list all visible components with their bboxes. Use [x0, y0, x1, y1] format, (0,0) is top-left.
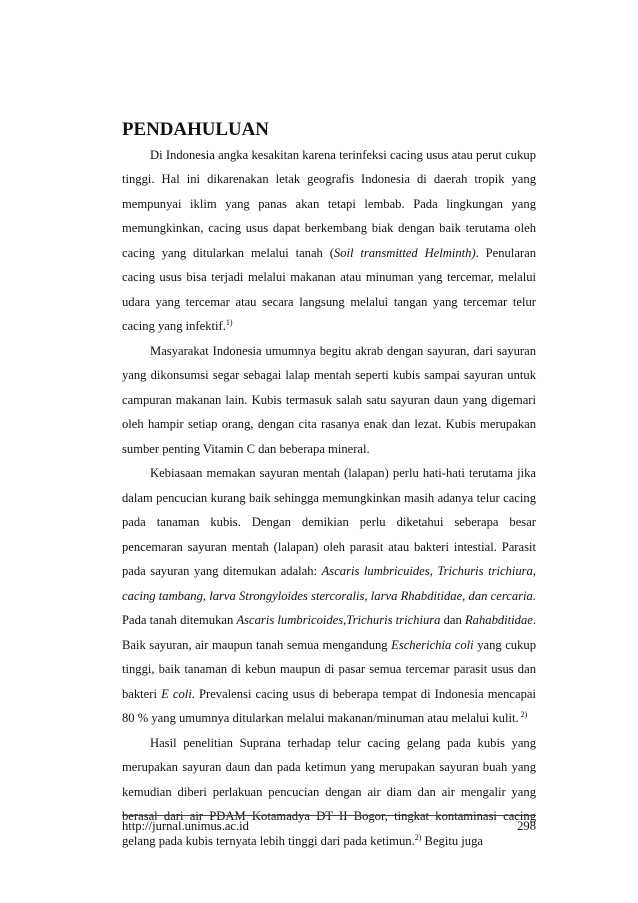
text-run: . Baik sayuran, air maupun tanah semua mengandung [122, 613, 536, 652]
text-run: . Prevalensi cacing usus di beberapa tempat di Indonesia mencapai 80 % yang umumnya ditularkan melalui makanan/minuman atau melalui kulit. [122, 686, 536, 725]
text-run: Di Indonesia angka kesakitan karena terinfeksi cacing usus atau perut cukup tinggi. Hal ini dikarenakan letak geografis Indonesia di daerah tropik yang mempunyai iklim yang panas akan tetapi lembab. Pada lingkungan yang memungkinkan, cacing usus dapat berkembang biak dengan baik terutama oleh cacing yang ditularkan melalui tanah ( [122, 147, 536, 260]
citation-superscript: 1) [225, 318, 233, 327]
text-run: dan [440, 613, 465, 627]
paragraph-4 [122, 731, 536, 854]
paragraph-1 [122, 143, 536, 339]
italic-text-run: Ascaris lumbricuides, Trichuris trichiura, cacing tambang, larva Strongyloides stercoralis, larva Rhabditidae, dan cercaria. [122, 564, 536, 603]
italic-text-run: Soil transmitted Helminth) [333, 245, 476, 260]
paragraph-3 [122, 461, 536, 731]
italic-text-run: Rahabditidae [464, 613, 533, 627]
italic-text-run: E coli [161, 686, 192, 701]
citation-superscript: 2) [414, 832, 422, 842]
paragraph-2 [122, 339, 536, 462]
footer-divider [122, 815, 536, 816]
italic-text-run: Ascaris lumbricoides,Trichuris trichiura [236, 613, 441, 627]
text-run: Kebiasaan memakan sayuran mentah (lalapan) perlu hati-hati terutama jika dalam pencucian kurang baik sehingga memungkinkan masih adanya telur cacing pada tanaman kubis. Dengan demikian perlu diketahui seberapa besar pencemaran sayuran mentah (lalapan) oleh parasit atau bakteri intestial. Parasit pada sayuran yang ditemukan adalah: [122, 466, 536, 578]
page-number: 298 [517, 819, 536, 833]
text-run: yang cukup tinggi, baik tanaman di kebun maupun di pasar semua tercemar parasit usus dan bakteri [122, 637, 536, 701]
citation-superscript: 2) [518, 710, 528, 719]
text-run: Pada tanah ditemukan [122, 613, 237, 627]
section-heading: PENDAHULUAN [122, 119, 269, 140]
footer-url-link[interactable]: http://jurnal.unimus.ac.id [122, 819, 249, 833]
text-run: . Penularan cacing usus bisa terjadi melalui makanan atau minuman yang tercemar, melalui udara yang tercemar atau secara langsung melalui tangan yang tercemar telur cacing yang infektif. [122, 245, 536, 333]
italic-text-run: Escherichia coli [391, 637, 474, 652]
article-body [122, 118, 536, 853]
text-run: Begitu juga [421, 833, 483, 848]
text-run: Masyarakat Indonesia umumnya begitu akrab dengan sayuran, dari sayuran yang dikonsumsi segar sebagai lalap mentah seperti kubis sampai sayuran untuk campuran makanan lain. Kubis termasuk salah satu sayuran daun yang digemari oleh hampir setiap orang, dengan cita rasanya enak dan lezat. Kubis merupakan sumber penting Vitamin C dan beberapa mineral. [122, 343, 536, 456]
text-run: Hasil penelitian Suprana terhadap telur cacing gelang pada kubis yang merupakan sayuran daun dan pada ketimun yang merupakan sayuran buah yang kemudian diberi perlakuan pencucian dengan air diam dan air mengalir yang berasal dari air PDAM Kotamadya DT II Bogor, tingkat kontaminasi cacing gelang pada kubis ternyata lebih tinggi dari pada ketimun. [122, 735, 536, 848]
